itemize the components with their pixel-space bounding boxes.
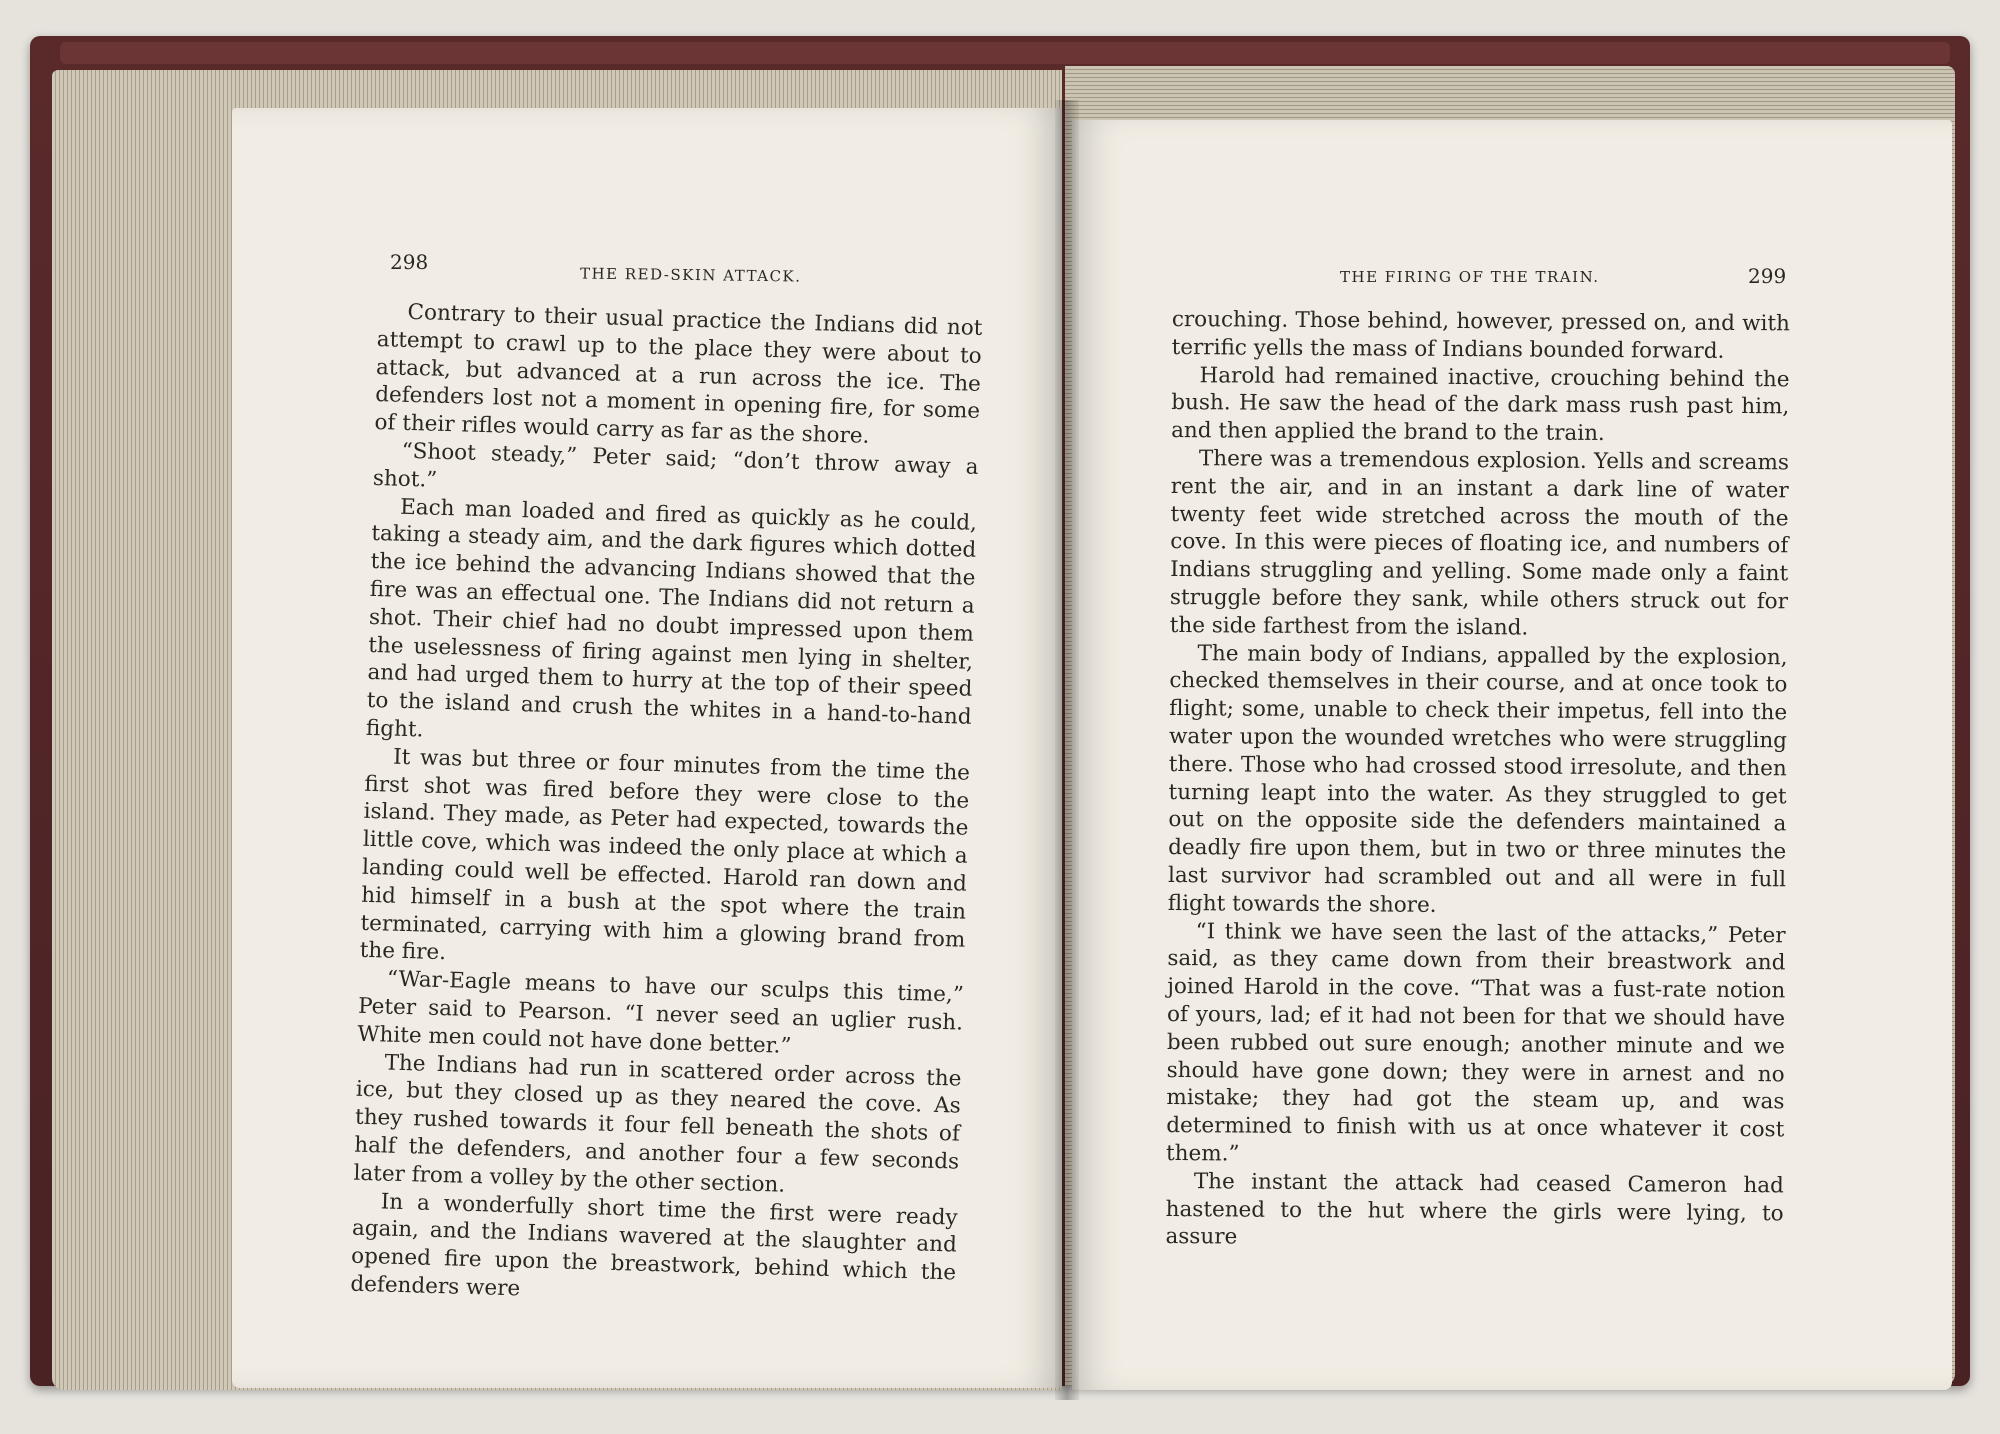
paragraph: The main body of Indians, appalled by the explosion, checked themselves in their course, and at once took to flight; some, unable to check their impetus, fell into the water upon the wounded wretches who were struggling there. Those who had crossed stood irresolute, and then turning leapt into the water. As they struggled to get out on the opposite side the defenders maintained a deadly fire upon them, but in two or three minutes the last survivor had scrambled out and all were in full flight towards the shore.: [1167, 640, 1788, 918]
paragraph: “War-Eagle means to have our sculps this time,” Peter said to Pearson. “I never seed an uglier rush. White men could not have done better.”: [357, 966, 965, 1059]
right-page-number: 299: [1748, 264, 1787, 288]
left-running-head: THE RED-SKIN ATTACK.: [579, 264, 802, 286]
paragraph: “I think we have seen the last of the attacks,” Peter said, as they came down from their breastwork and joined Harold in the cove. “That was a fust-rate notion of yours, lad; ef it had not been for that we should have been rubbed out sure enough; another minute and we should have gone down; they were in arnest and no mistake; they had got the steam up, and was determined to finish with us at once whatever it cost them.”: [1165, 918, 1786, 1167]
right-running-head: THE FIRING OF THE TRAIN.: [1340, 268, 1600, 286]
right-page-text: [1165, 306, 1790, 1255]
book-spine-top: [60, 42, 1950, 64]
paragraph: There was a tremendous explosion. Yells and screams rent the air, and in an instant a dark line of water twenty feet wide stretched across the mouth of the cove. In this were pieces of floating ice, and numbers of Indians struggling and yelling. Some made only a faint struggle before they sank, while others struck out for the side farthest from the island.: [1169, 446, 1790, 641]
left-page-text: [350, 298, 983, 1315]
paragraph: Harold had remained inactive, crouching behind the bush. He saw the head of the dark mass rush past him, and then applied the brand to the train.: [1171, 362, 1790, 447]
paragraph-continuation: crouching. Those behind, however, pressed on, and with terrific yells the mass of Indians bounded forward.: [1171, 306, 1790, 364]
paragraph: The Indians had run in scattered order across the ice, but they closed up as they neared the cove. As they rushed towards it four fell beneath the shots of half the defenders, and another four a few seconds later from a volley by the other section.: [353, 1050, 962, 1198]
book-gutter: [1055, 100, 1079, 1400]
left-page-number: 298: [390, 250, 429, 274]
paragraph: It was but three or four minutes from the time the first shot was fired before they were close to the island. They made, as Peter had expected, towards the little cove, which was indeed the only place at which a landing could well be effected. Harold ran down and hid himself in a bush at the spot where the train terminated, carrying with him a glowing brand from the fire.: [359, 744, 971, 966]
paragraph: Contrary to their usual practice the Indians did not attempt to crawl up to the place they were about to attack, but advanced at a run across the ice. The defenders lost not a moment in opening fire, for some of their rifles would carry as far as the shore.: [374, 299, 983, 449]
paragraph: Each man loaded and fired as quickly as he could, taking a steady aim, and the dark figures which dotted the ice behind the advancing Indians showed that the fire was an effectual one. The Indians did not return a shot. Their chief had no doubt impressed upon them the uselessness of firing against men lying in shelter, and had urged them to hurry at the top of their speed to the island and crush the whites in a hand-to-hand fight.: [365, 494, 978, 743]
paragraph: In a wonderfully short time the first were ready again, and the Indians wavered at the slaughter and opened fire upon the breastwork, behind which the defenders were: [350, 1188, 958, 1302]
paragraph: The instant the attack had ceased Cameron had hastened to the hut where the girls were lying, to assure: [1165, 1168, 1784, 1250]
paragraph: “Shoot steady,” Peter said; “don’t throw away a shot.”: [372, 438, 979, 493]
